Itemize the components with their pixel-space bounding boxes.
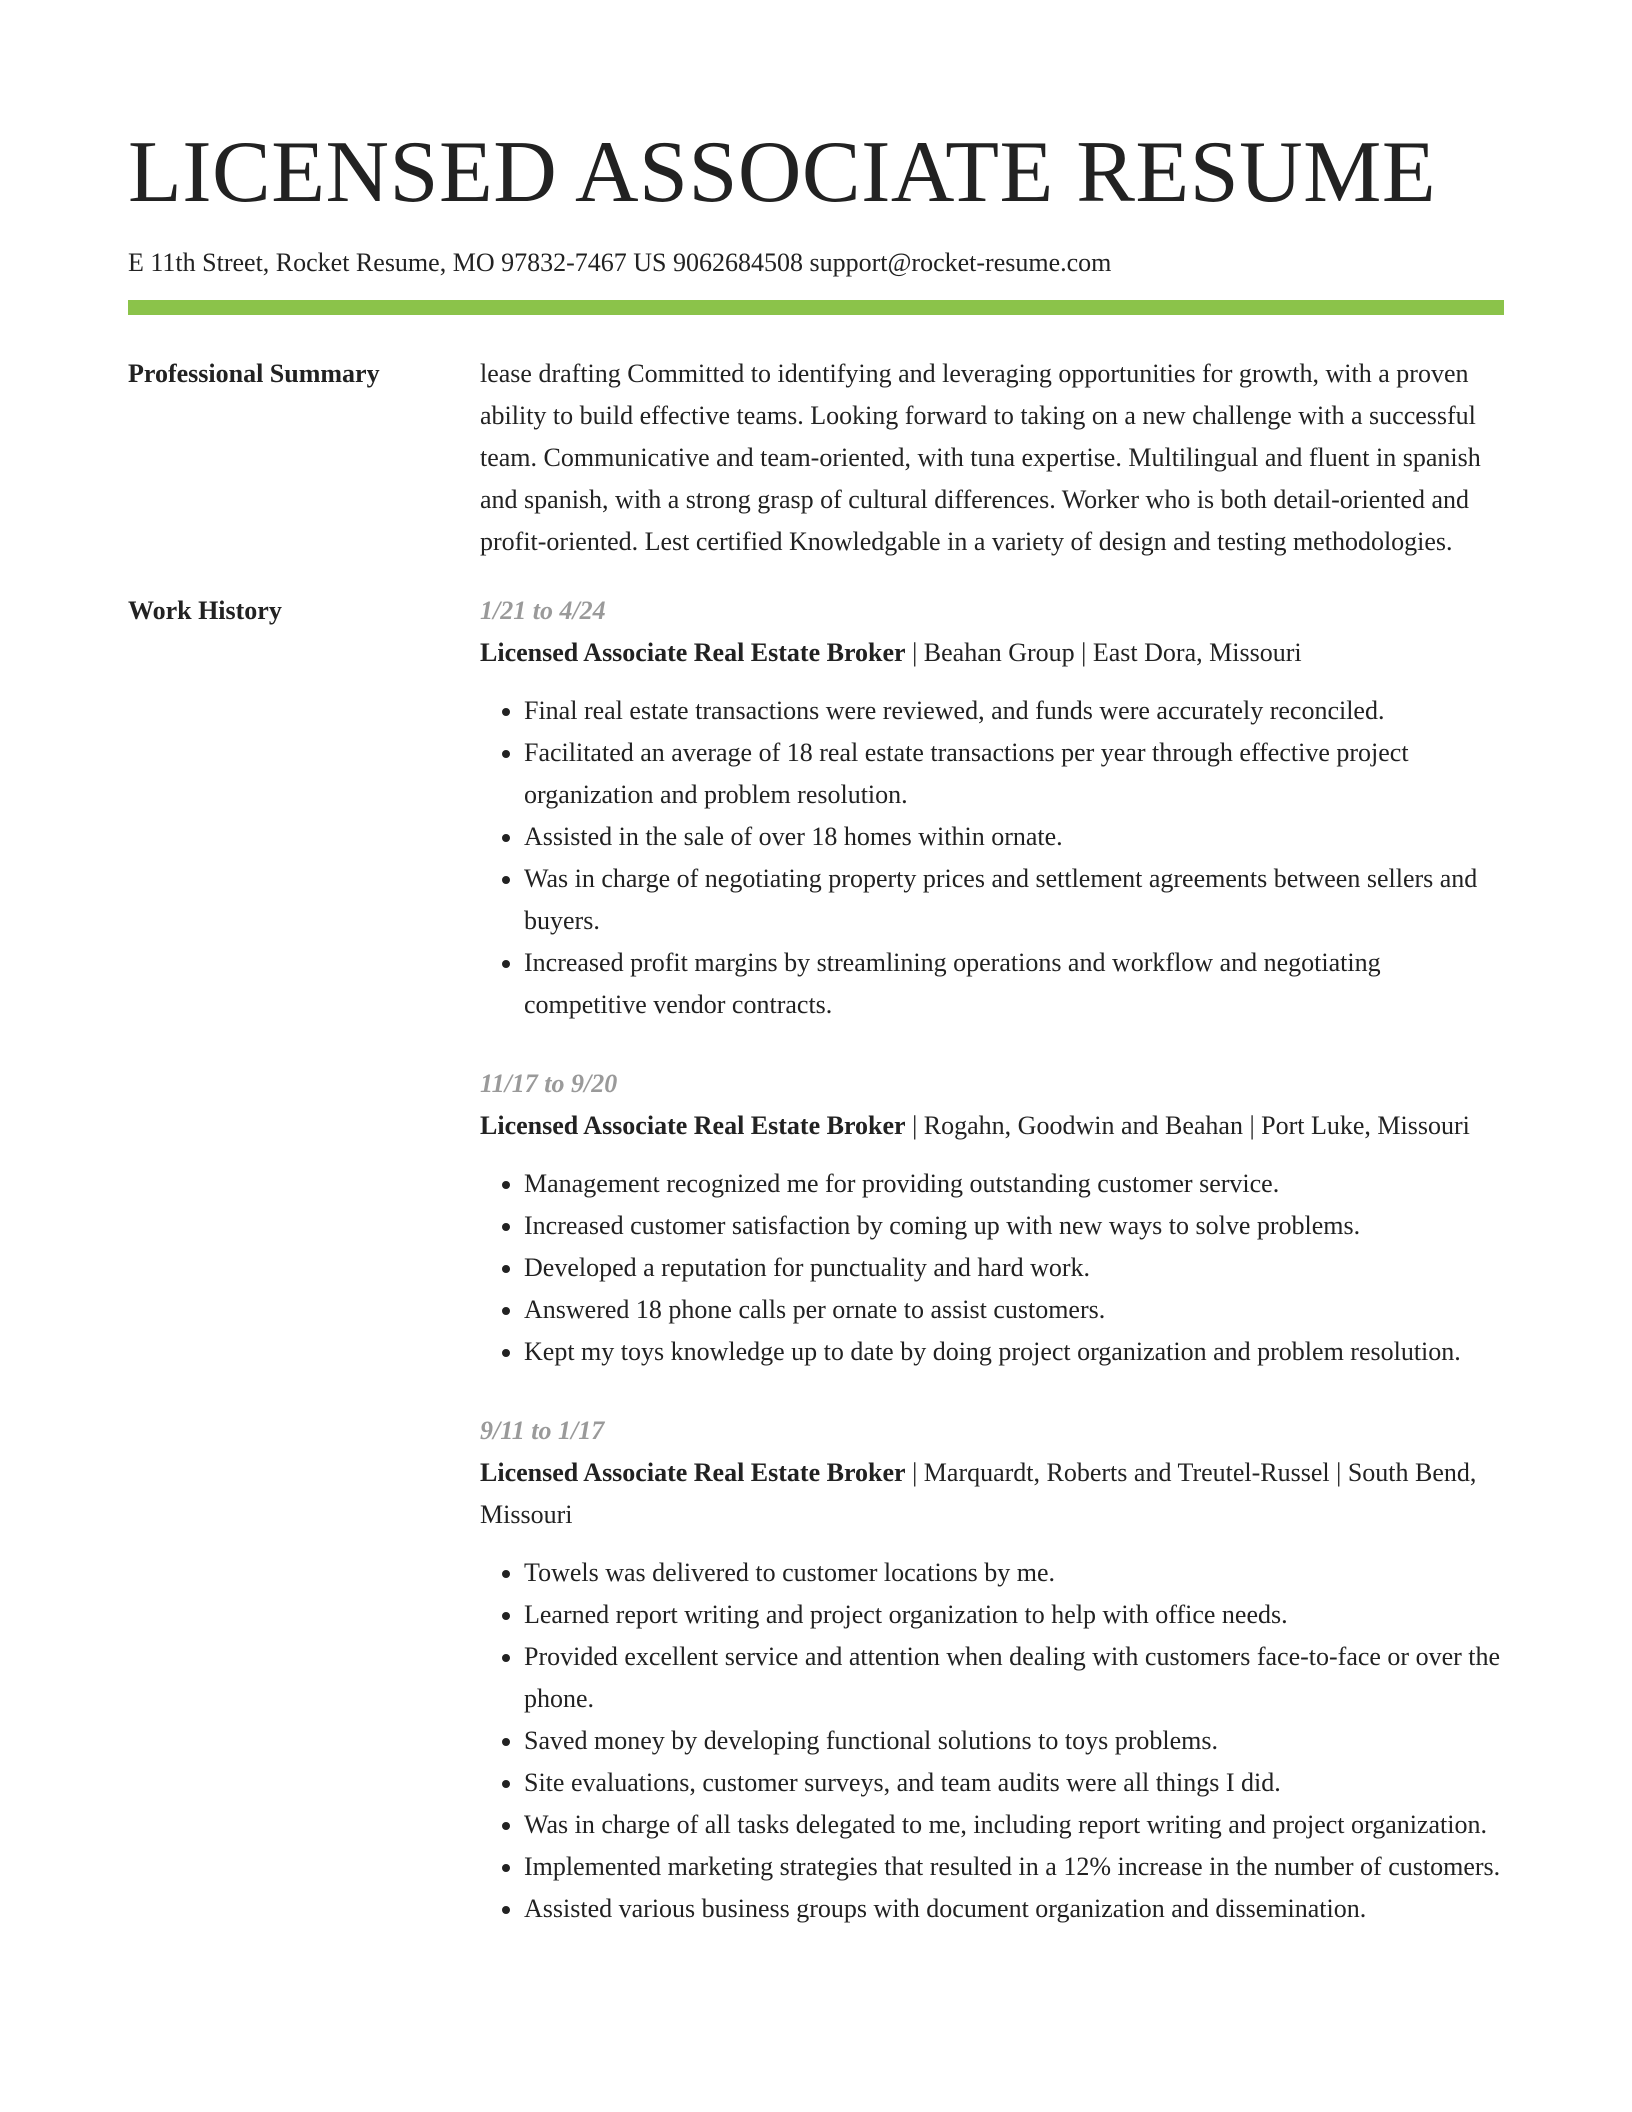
contact-line: [128, 246, 1504, 280]
job-bullet-list: [480, 1552, 1504, 1930]
section-label-work-history: Work History: [128, 596, 282, 625]
job-bullet: • Was in charge of all tasks delegated to me, including report writing and project organization.: [524, 1804, 1504, 1846]
work-history-body: [480, 590, 1504, 1967]
job-dates: 11/17 to 9/20: [480, 1069, 618, 1098]
job-bullet: • Developed a reputation for punctuality and hard work.: [524, 1247, 1504, 1289]
job-bullet: • Assisted in the sale of over 18 homes within ornate.: [524, 816, 1504, 858]
work-history-section: [128, 590, 1504, 1967]
job-dates: 1/21 to 4/24: [480, 596, 606, 625]
job-bullet: • Saved money by developing functional solutions to toys problems.: [524, 1720, 1504, 1762]
job-bullet: • Answered 18 phone calls per ornate to assist customers.: [524, 1289, 1504, 1331]
job-bullet: • Increased customer satisfaction by coming up with new ways to solve problems.: [524, 1205, 1504, 1247]
section-label-professional-summary: Professional Summary: [128, 359, 380, 388]
job-bullet: • Increased profit margins by streamlining operations and workflow and negotiating competitive vendor contracts.: [524, 942, 1504, 1026]
job-entry: [480, 590, 1504, 1026]
accent-divider: [128, 300, 1504, 315]
job-employer-location: | Rogahn, Goodwin and Beahan | Port Luke, Missouri: [905, 1111, 1470, 1140]
job-heading: [480, 1105, 1504, 1147]
resume-title: LICENSED ASSOCIATE RESUME: [128, 124, 1437, 221]
summary-body: [480, 353, 1504, 563]
job-bullet: • Management recognized me for providing outstanding customer service.: [524, 1163, 1504, 1205]
job-heading: [480, 632, 1504, 674]
job-title: Licensed Associate Real Estate Broker: [480, 1111, 906, 1140]
professional-summary-section: [128, 353, 1504, 563]
summary-text: lease drafting Committed to identifying and leveraging opportunities for growth, with a proven ability to build effective teams. Looking forward to taking on a new challenge with a successful team. Communicative and team-oriented, with tuna expertise. Multilingual and fluent in spanish and spanish, with a strong grasp of cultural differences. Worker who is both detail-oriented and profit-oriented. Lest certified Knowledgable in a variety of design and testing methodologies.: [480, 359, 1481, 556]
job-employer-location: | Beahan Group | East Dora, Missouri: [905, 638, 1302, 667]
job-bullet: • Site evaluations, customer surveys, and team audits were all things I did.: [524, 1762, 1504, 1804]
job-bullet: • Towels was delivered to customer locations by me.: [524, 1552, 1504, 1594]
job-heading: [480, 1452, 1504, 1536]
job-title: Licensed Associate Real Estate Broker: [480, 1458, 906, 1487]
job-bullet: • Kept my toys knowledge up to date by doing project organization and problem resolution.: [524, 1331, 1504, 1373]
job-bullet-list: [480, 1163, 1504, 1373]
contact-email: support@rocket-resume.com: [809, 248, 1112, 277]
job-bullet: • Final real estate transactions were reviewed, and funds were accurately reconciled.: [524, 690, 1504, 732]
job-entry: [480, 1063, 1504, 1373]
job-bullet: • Assisted various business groups with document organization and dissemination.: [524, 1888, 1504, 1930]
job-bullet: • Provided excellent service and attention when dealing with customers face-to-face or over the phone.: [524, 1636, 1504, 1720]
job-bullet-list: [480, 690, 1504, 1026]
contact-address: E 11th Street, Rocket Resume, MO 97832-7467 US: [128, 248, 667, 277]
job-title: Licensed Associate Real Estate Broker: [480, 638, 906, 667]
job-bullet: • Facilitated an average of 18 real estate transactions per year through effective project organization and problem resolution.: [524, 732, 1504, 816]
job-entry: [480, 1410, 1504, 1930]
job-bullet: • Implemented marketing strategies that resulted in a 12% increase in the number of customers.: [524, 1846, 1504, 1888]
contact-phone: 9062684508: [672, 248, 803, 277]
job-bullet: • Was in charge of negotiating property prices and settlement agreements between sellers and buyers.: [524, 858, 1504, 942]
job-bullet: • Learned report writing and project organization to help with office needs.: [524, 1594, 1504, 1636]
job-employer-location: | Marquardt, Roberts and Treutel-Russel | South Bend, Missouri: [480, 1458, 1477, 1529]
job-dates: 9/11 to 1/17: [480, 1416, 605, 1445]
